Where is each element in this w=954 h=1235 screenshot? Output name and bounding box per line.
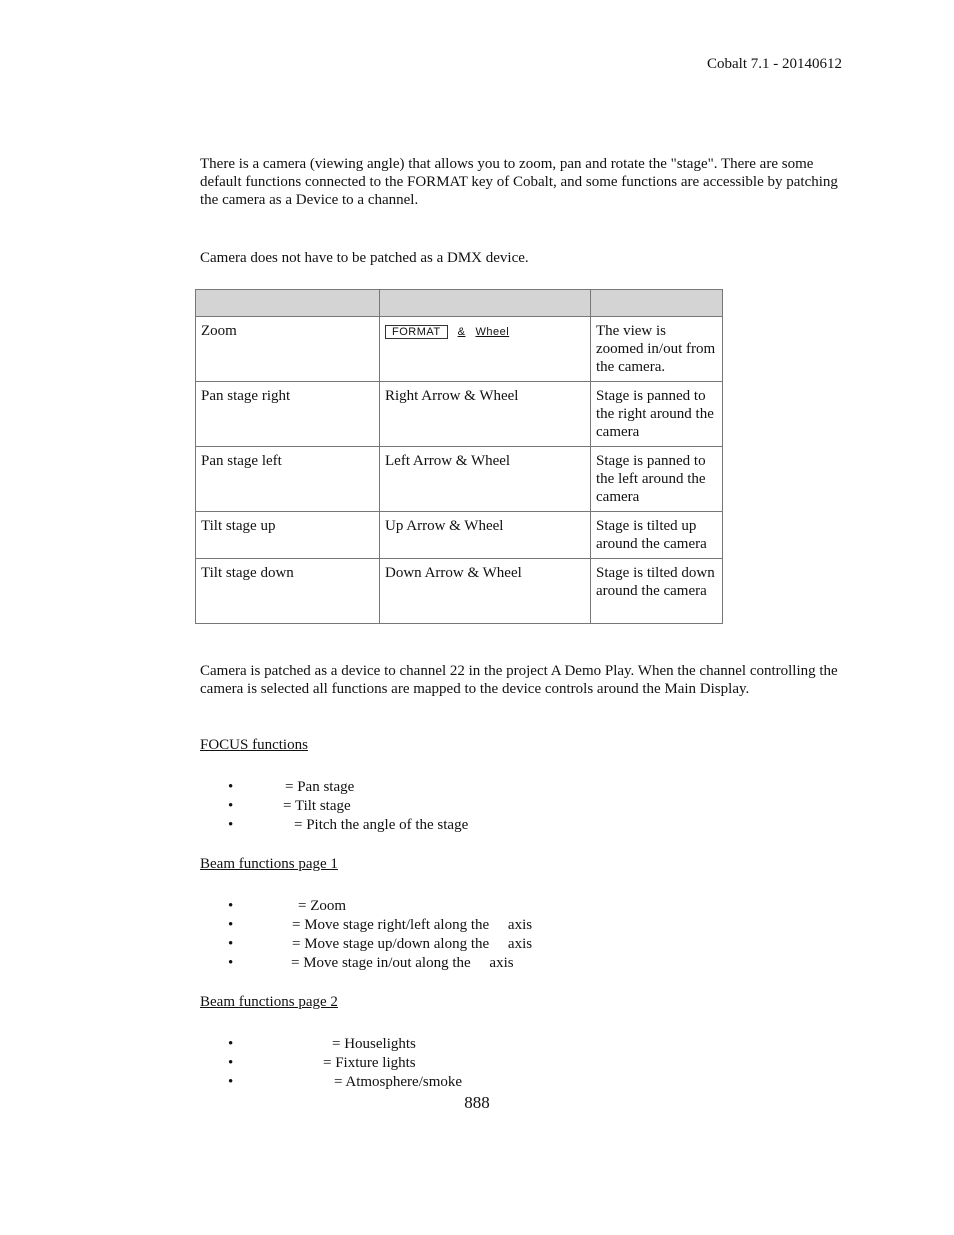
focus-functions-heading: FOCUS functions bbox=[200, 737, 308, 753]
ampersand: & bbox=[457, 326, 466, 338]
function-cell: Pan stage left bbox=[196, 447, 380, 512]
camera-functions-table bbox=[195, 289, 723, 624]
intro-paragraph: There is a camera (viewing angle) that allows you to zoom, pan and rotate the "stage". There are some default functions connected to the FORMAT key of Cobalt, and some functions are accessible by patching the camera as a Device to a channel. bbox=[200, 156, 838, 208]
result-cell: The view is zoomed in/out from the camera. bbox=[591, 317, 723, 382]
bullet: • bbox=[228, 798, 234, 814]
keys-cell: Left Arrow & Wheel bbox=[380, 447, 591, 512]
bullet: • bbox=[228, 898, 234, 914]
keys-cell bbox=[380, 317, 591, 382]
result-cell: Stage is panned to the left around the camera bbox=[591, 447, 723, 512]
bullet: • bbox=[228, 779, 234, 795]
table-row bbox=[196, 447, 723, 512]
header-cell bbox=[380, 290, 591, 317]
table-row bbox=[196, 512, 723, 559]
bullet: • bbox=[228, 955, 234, 971]
format-key: FORMAT bbox=[385, 325, 448, 339]
patched-note: Camera is patched as a device to channel 22 in the project A Demo Play. When the channel controlling the camera is selected all functions are mapped to the device controls around the Main Display. bbox=[200, 663, 838, 697]
beam-functions-page2-heading: Beam functions page 2 bbox=[200, 994, 338, 1010]
function-cell: Pan stage right bbox=[196, 382, 380, 447]
bullet: • bbox=[228, 917, 234, 933]
beam-functions-page1-heading: Beam functions page 1 bbox=[200, 856, 338, 872]
bullet: • bbox=[228, 1074, 234, 1090]
result-cell: Stage is panned to the right around the camera bbox=[591, 382, 723, 447]
header-cell bbox=[591, 290, 723, 317]
page-header-version: Cobalt 7.1 - 20140612 bbox=[707, 56, 842, 72]
table-row bbox=[196, 559, 723, 624]
result-cell: Stage is tilted up around the camera bbox=[591, 512, 723, 559]
bullet: • bbox=[228, 1055, 234, 1071]
wheel-key: Wheel bbox=[475, 326, 510, 338]
page-number: 888 bbox=[464, 1093, 490, 1112]
keys-cell: Down Arrow & Wheel bbox=[380, 559, 591, 624]
no-patch-note: Camera does not have to be patched as a DMX device. bbox=[200, 250, 529, 266]
result-cell: Stage is tilted down around the camera bbox=[591, 559, 723, 624]
table-header-row bbox=[196, 290, 723, 317]
bullet: • bbox=[228, 1036, 234, 1052]
keys-cell: Up Arrow & Wheel bbox=[380, 512, 591, 559]
bullet: • bbox=[228, 936, 234, 952]
header-cell bbox=[196, 290, 380, 317]
function-cell: Tilt stage up bbox=[196, 512, 380, 559]
keys-cell: Right Arrow & Wheel bbox=[380, 382, 591, 447]
table-row bbox=[196, 317, 723, 382]
function-cell: Zoom bbox=[196, 317, 380, 382]
function-cell: Tilt stage down bbox=[196, 559, 380, 624]
bullet: • bbox=[228, 817, 234, 833]
table-row bbox=[196, 382, 723, 447]
